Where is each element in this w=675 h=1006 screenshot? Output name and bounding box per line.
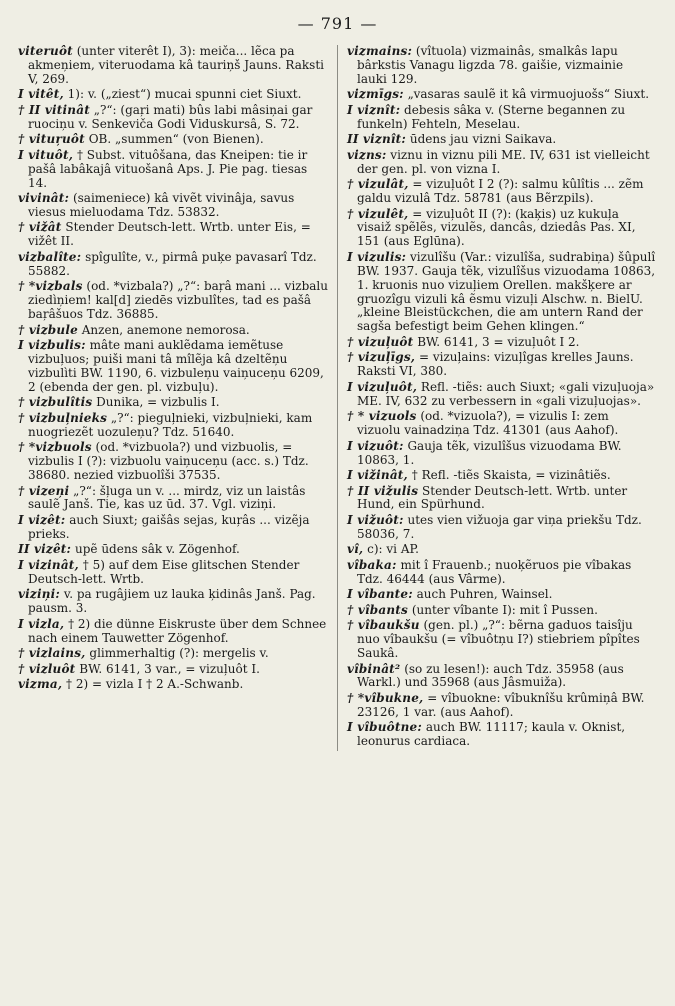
entry-definition: Anzen, anemone nemorosa. [81, 322, 250, 337]
entry-headword: I vitêt, [18, 87, 64, 102]
entry-headword: I vižinât, [347, 468, 408, 482]
entry-definition: Gauja tẽk, vizulîšus vizuodama BW. 10863, 1. [357, 438, 622, 467]
entry-definition: „?“: (gaŗi mati) bûs labi mâsiņai gar ruociņu v. Senkeviča Godi Viduskursâ, S. 72. [28, 102, 313, 131]
entry-headword: † vizluôt [18, 661, 76, 676]
entry-headword: † vizuļuôt [347, 334, 414, 349]
dictionary-entry [347, 588, 656, 602]
dictionary-entry [347, 251, 656, 334]
entry-definition: viznu in viznu pili ME. IV, 631 ist vielleicht der gen. pl. von vizna I. [357, 147, 650, 176]
entry-definition: (unter viterêt I), 3): meiča... lẽca pa akmeņiem, viteruodama kâ tauriņš Jauns. Raksti V, 269. [28, 44, 324, 86]
columns [18, 45, 657, 751]
entry-definition: = vîbuokne: vîbuknîšu krûmiņâ BW. 23126, 1 var. (aus Aahof). [357, 690, 645, 719]
entry-definition: auch Puhren, Wainsel. [416, 587, 553, 602]
entry-headword: † vizeņi [18, 483, 70, 498]
dictionary-entry [18, 149, 330, 191]
dictionary-entry [347, 178, 656, 206]
entry-definition: (od. *vizuola?), = vizulis I: zem vizuolu vainadziņa Tdz. 41301 (aus Aahof). [357, 409, 619, 438]
entry-headword: viziņi: [18, 587, 61, 602]
entry-definition: „?“: šļuga un v. ... mirdz, viz un laistâs saulẽ Janš. Tie, kas uz ūd. 37. Vgl. viziņi. [28, 483, 306, 512]
entry-definition: spîgulîte, v., pirmâ puķe pavasarî Tdz. 55882. [28, 249, 317, 278]
entry-headword: † vizbuļnieks [18, 410, 108, 425]
entry-headword: † vizuļīgs, [347, 350, 416, 365]
entry-headword: I vizla, [18, 616, 65, 631]
dictionary-entry [18, 663, 330, 677]
entry-headword: † vizlains, [18, 646, 86, 661]
entry-headword: I vizuôt: [347, 438, 404, 453]
entry-headword: I vîbante: [347, 587, 413, 602]
entry-headword: I vižuôt: [347, 512, 404, 527]
entry-definition: (gen. pl.) „?“: bẽrna gaduos taisîju nuo vîbaukšu (= vîbuôtņu I?) stiebriem pîpîtes Saukâ. [357, 618, 640, 661]
dictionary-entry [18, 280, 330, 322]
entry-headword: vivinât: [18, 191, 70, 206]
dictionary-entry [347, 604, 656, 618]
dictionary-entry [18, 618, 330, 646]
entry-definition: † 2) die dünne Eiskruste über dem Schnee nach einem Tauwetter Zögenhof. [28, 616, 327, 645]
dictionary-entry [18, 88, 330, 102]
entry-definition: = vizuļains: vizuļîgas krelles Jauns. Raksti VI, 380. [357, 350, 634, 379]
entry-headword: II viznît: [347, 132, 407, 147]
entry-definition: † Refl. -tiẽs Skaista, = vizinâtiẽs. [411, 468, 611, 482]
dictionary-entry [18, 339, 330, 395]
entry-definition: Stender Deutsch-lett. Wrtb. unter Eis, = vižêt II. [28, 220, 311, 249]
entry-headword: † *vîbukne, [347, 690, 424, 705]
entry-definition: Refl. -tiẽs: auch Siuxt; «gali vizuļuoja» ME. IV, 632 zu verbessern in «gali vizuļuojas». [357, 379, 655, 408]
entry-definition: = vizuļuôt I 2 (?): salmu kûlîtis ... zẽm galdu vizulâ Tdz. 58781 (aus Bẽrzpils). [357, 177, 644, 206]
dictionary-entry [347, 104, 656, 132]
entry-headword: I vizêt: [18, 512, 66, 527]
entry-headword: † vižât [18, 220, 62, 235]
entry-definition: † 5) auf dem Eise glitschen Stender Deutsch-lett. Wrtb. [28, 557, 300, 586]
dictionary-entry [18, 485, 330, 513]
dictionary-entry [18, 559, 330, 587]
dictionary-entry [347, 45, 656, 87]
entry-headword: † vizbulîtis [18, 395, 93, 410]
entry-headword: I vituôt, [18, 147, 74, 162]
entry-headword: vîbinât² [347, 661, 401, 676]
entry-definition: = vizuļuôt II (?): (kaķis) uz kukuļa visaiž spẽlẽs, vizulẽs, dancâs, dziedâs Pas. XI, 151 (aus Eglūna). [357, 206, 636, 249]
entry-definition: mâte mani auklẽdama iemẽtuse vizbuļuos; puiši mani tâ mîlẽja kâ dzeltẽņu vizbulìti BW. 1190, 6. vizbuleņu vaiņuceņu 6209, 2 (ebenda der gen. pl. vizbuļu). [28, 338, 324, 394]
entry-headword: † II vitinât [18, 102, 90, 117]
entry-headword: † vizbule [18, 322, 78, 337]
entry-definition: (unter vîbante I): mit î Pussen. [411, 602, 598, 617]
dictionary-entry [347, 692, 656, 720]
dictionary-entry [347, 149, 656, 177]
entry-definition: BW. 6141, 3 = vizuļuôt I 2. [417, 334, 580, 349]
entry-headword: † vizulât, [347, 177, 409, 192]
dictionary-entry [347, 543, 656, 557]
entry-headword: I vizulis: [347, 249, 407, 264]
entry-headword: vî, [347, 542, 364, 557]
entry-headword: I vizuļuôt, [347, 379, 418, 394]
entry-definition: upẽ ūdens sâk v. Zögenhof. [75, 542, 240, 557]
entry-definition: † 2) = vizla I † 2 A.-Schwanb. [66, 677, 244, 692]
dictionary-entry [347, 381, 656, 409]
dictionary-entry [18, 192, 330, 220]
entry-headword: † vîbants [347, 602, 408, 617]
entry-definition: OB. „summen“ (von Bienen). [88, 132, 264, 147]
entry-headword: I viznît: [347, 102, 401, 117]
dictionary-entry [18, 441, 330, 483]
entry-definition: (so zu lesen!): auch Tdz. 35958 (aus Warkl.) und 35968 (aus Jâsmuiža). [357, 661, 624, 690]
dictionary-entry [18, 678, 330, 692]
dictionary-entry [347, 133, 656, 147]
entry-headword: vizmains: [347, 44, 413, 58]
dictionary-entry [18, 396, 330, 410]
entry-definition: „?“: pieguļnieki, vizbuļnieki, kam nuogriezẽt uozuleņu? Tdz. 51640. [28, 410, 313, 439]
entry-definition: glimmerhaltig (?): mergelis v. [89, 646, 269, 661]
entry-headword: † *vizbals [18, 279, 83, 294]
entry-definition: v. pa rugâjiem uz lauka ķidinâs Janš. Pag. pausm. 3. [28, 587, 316, 616]
entry-headword: vizma, [18, 677, 63, 692]
dictionary-entry [18, 45, 330, 87]
dictionary-entry [18, 588, 330, 616]
entry-definition: ūdens jau vizni Saikava. [409, 132, 557, 147]
entry-headword: I vizinât, [18, 557, 79, 572]
entry-definition: debesis sâka v. (Sterne begannen zu funkeln) Fehteln, Meselau. [357, 102, 626, 131]
dictionary-entry [18, 251, 330, 279]
dictionary-entry [347, 485, 656, 513]
dictionary-entry [18, 324, 330, 338]
entry-headword: † *vizbuols [18, 440, 92, 455]
entry-headword: I vîbuôtne: [347, 720, 422, 735]
entry-definition: BW. 6141, 3 var., = vizuļuôt I. [79, 661, 260, 676]
dictionary-entry [347, 410, 656, 438]
dictionary-entry [347, 469, 656, 483]
dictionary-entry [18, 514, 330, 542]
entry-definition: (od. *vizbala?) „?“: baŗâ mani ... vizbalu ziedìņiem! kal[d] ziedēs vizbulîtes, tad es pašâ baŗâšuos Tdz. 36885. [28, 279, 329, 322]
entry-headword: vîbaka: [347, 557, 397, 572]
dictionary-entry [347, 351, 656, 379]
entry-definition: 1): v. („ziest“) mucai spunni ciet Siuxt. [67, 87, 302, 102]
dictionary-entry [347, 336, 656, 350]
entry-definition: (vîtuola) vizmainâs, smalkâs lapu bârkstis Vanagu ligzda 78. gaišie, vizmainie lauki 129. [357, 44, 624, 86]
dictionary-entry [18, 133, 330, 147]
entry-definition: auch Siuxt; gaišâs sejas, kuŗâs ... vizẽja prieks. [28, 512, 310, 541]
dictionary-entry [18, 104, 330, 132]
entry-definition: Stender Deutsch-lett. Wrtb. unter Hund, ein Spürhund. [357, 483, 628, 512]
entry-headword: II vizêt: [18, 542, 72, 557]
entry-headword: † * vizuols [347, 409, 417, 424]
dictionary-entry [18, 647, 330, 661]
right-column [337, 45, 656, 751]
dictionary-entry [18, 221, 330, 249]
dictionary-entry [347, 663, 656, 691]
dictionary-entry [347, 208, 656, 250]
entry-headword: viteruôt [18, 44, 73, 58]
entry-headword: vizns: [347, 147, 387, 162]
entry-definition: (od. *vizbuola?) und vizbuolis, = vizbulis I (?): vizbuolu vaiņuceņu (acc. s.) Tdz. 38680. nezied vizbuolîši 37535. [28, 440, 309, 482]
entry-headword: † II vižulis [347, 483, 419, 498]
dictionary-entry [347, 619, 656, 661]
dictionary-entry [347, 88, 656, 102]
entry-headword: vizbalîte: [18, 249, 82, 264]
left-column [18, 45, 337, 751]
entry-definition: „vasaras saulẽ it kâ virmuojuošs“ Siuxt. [407, 87, 650, 102]
entry-definition: mit î Frauenb.; nuoķẽruos pie vîbakas Tdz. 46444 (aus Vârme). [357, 557, 632, 586]
dictionary-entry [347, 440, 656, 468]
entry-headword: I vizbulis: [18, 338, 86, 353]
entry-definition: vizulîšu (Var.: vizulîša, sudrabiņa) šûpulî BW. 1937. Gauja tẽk, vizulîšus vizuodama 10863, 1. kruonis nuo vizuļiem Orellen. makšķere ar gruozîgu vizuli kâ ẽsmu vizuļi Alschw. n. BielU. „kleine Bleistückchen, die am untern Rand der sagša befestigt beim Gehen klingen.“ [357, 249, 656, 334]
entry-definition: Dunika, = vizbulis I. [96, 395, 220, 410]
dictionary-entry [18, 543, 330, 557]
dictionary-entry [347, 514, 656, 542]
entry-headword: † vîbaukšu [347, 618, 420, 633]
entry-definition: (saimeniece) kâ vivẽt vivinâja, savus viesus mieluodama Tdz. 53832. [28, 191, 295, 219]
dictionary-entry [347, 721, 656, 749]
entry-definition: c): vi AP. [367, 542, 419, 557]
entry-headword: † vizulêt, [347, 206, 409, 221]
dictionary-entry [347, 559, 656, 587]
page-number: — 791 — [297, 14, 378, 33]
entry-definition: † Subst. vituôšana, das Kneipen: tie ir pašâ labâkajâ vituošanâ Aps. J. Pie pag. tiesas 14. [28, 147, 308, 190]
dictionary-entry [18, 412, 330, 440]
entry-definition: utes vien vižuoja gar viņa priekšu Tdz. 58036, 7. [357, 512, 642, 541]
entry-definition: auch BW. 11117; kaula v. Oknist, leonurus cardiaca. [357, 720, 626, 749]
entry-headword: † vituŗuôt [18, 132, 85, 147]
entry-headword: vizmīgs: [347, 87, 404, 102]
